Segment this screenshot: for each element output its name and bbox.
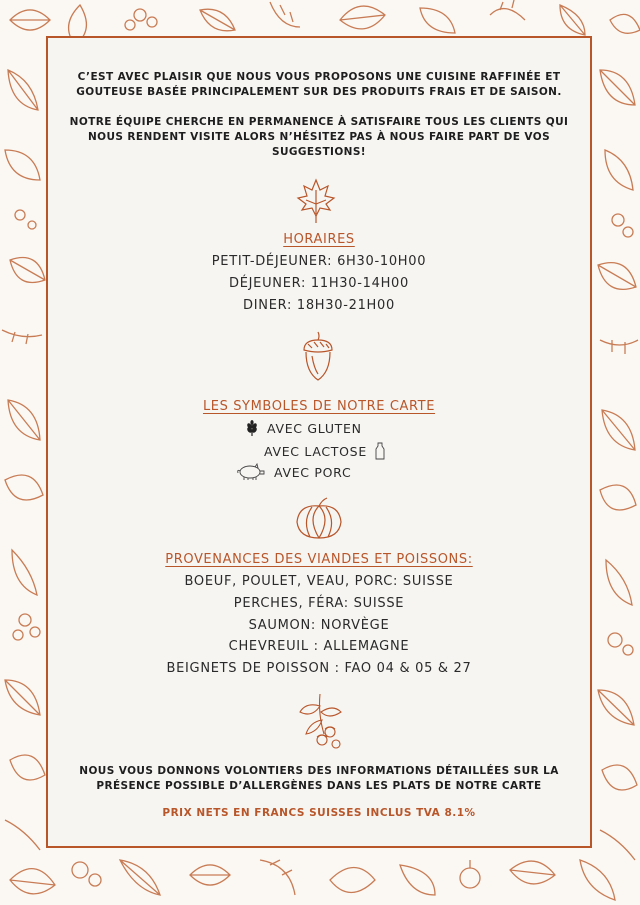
intro-paragraph-1: C’EST AVEC PLAISIR QUE NOUS VOUS PROPOSONS UNE CUISINE RAFFINÉE ET GOUTEUSE BASÉE PRINCIPALEMENT SUR DES PRODUITS FRAIS ET DE SAISON. <box>76 71 562 98</box>
symbol-gluten <box>245 420 362 436</box>
origin-line-venison: CHEVREUIL : ALLEMAGNE <box>228 639 410 654</box>
milk-bottle-icon <box>375 442 385 460</box>
hours-line-lunch: DÉJEUNER: 11H30-14H00 <box>229 276 409 291</box>
pumpkin-icon <box>294 496 344 540</box>
symbol-pork <box>236 463 351 481</box>
symbol-pork-label: AVEC PORC <box>274 464 352 480</box>
acorn-branch-icon <box>292 692 348 750</box>
symbol-lactose <box>264 442 385 460</box>
symbols-title: LES SYMBOLES DE NOTRE CARTE <box>202 399 436 414</box>
intro-paragraph-2: NOTRE ÉQUIPE CHERCHE EN PERMANENCE À SATISFAIRE TOUS LES CLIENTS QUI NOUS RENDENT VISITE ALORS N’HÉSITEZ PAS À NOUS FAIRE PART DE VOS SUGGESTIONS! <box>69 116 569 158</box>
allergen-section <box>48 764 590 794</box>
acorn-icon <box>300 330 336 382</box>
hours-line-breakfast: PETIT-DÉJEUNER: 6H30-10H00 <box>211 254 427 269</box>
allergen-notice: NOUS VOUS DONNONS VOLONTIERS DES INFORMATIONS DÉTAILLÉES SUR LA PRÉSENCE POSSIBLE D’ALLERGÈNES DANS LES PLATS DE NOTRE CARTE <box>79 765 559 792</box>
intro-section <box>48 70 590 160</box>
maple-leaf-icon <box>294 176 338 224</box>
origin-line-salmon: SAUMON: NORVÈGE <box>248 618 390 633</box>
price-note: PRIX NETS EN FRANCS SUISSES INCLUS TVA 8.1% <box>162 807 476 819</box>
symbol-lactose-label: AVEC LACTOSE <box>264 443 367 459</box>
origin-line-fish-fritters: BEIGNETS DE POISSON : FAO 04 & 05 & 27 <box>166 661 472 676</box>
hours-line-dinner: DINER: 18H30-21H00 <box>243 298 395 313</box>
hours-title: HORAIRES <box>283 232 355 247</box>
menu-info-card <box>46 36 592 848</box>
origin-line-perches: PERCHES, FÉRA: SUISSE <box>233 596 405 611</box>
pig-icon <box>236 463 266 481</box>
wheat-icon <box>245 420 259 436</box>
symbol-gluten-label: AVEC GLUTEN <box>267 420 362 436</box>
origins-title: PROVENANCES DES VIANDES ET POISSONS: <box>165 552 473 567</box>
origin-line-meats: BOEUF, POULET, VEAU, PORC: SUISSE <box>184 574 454 589</box>
